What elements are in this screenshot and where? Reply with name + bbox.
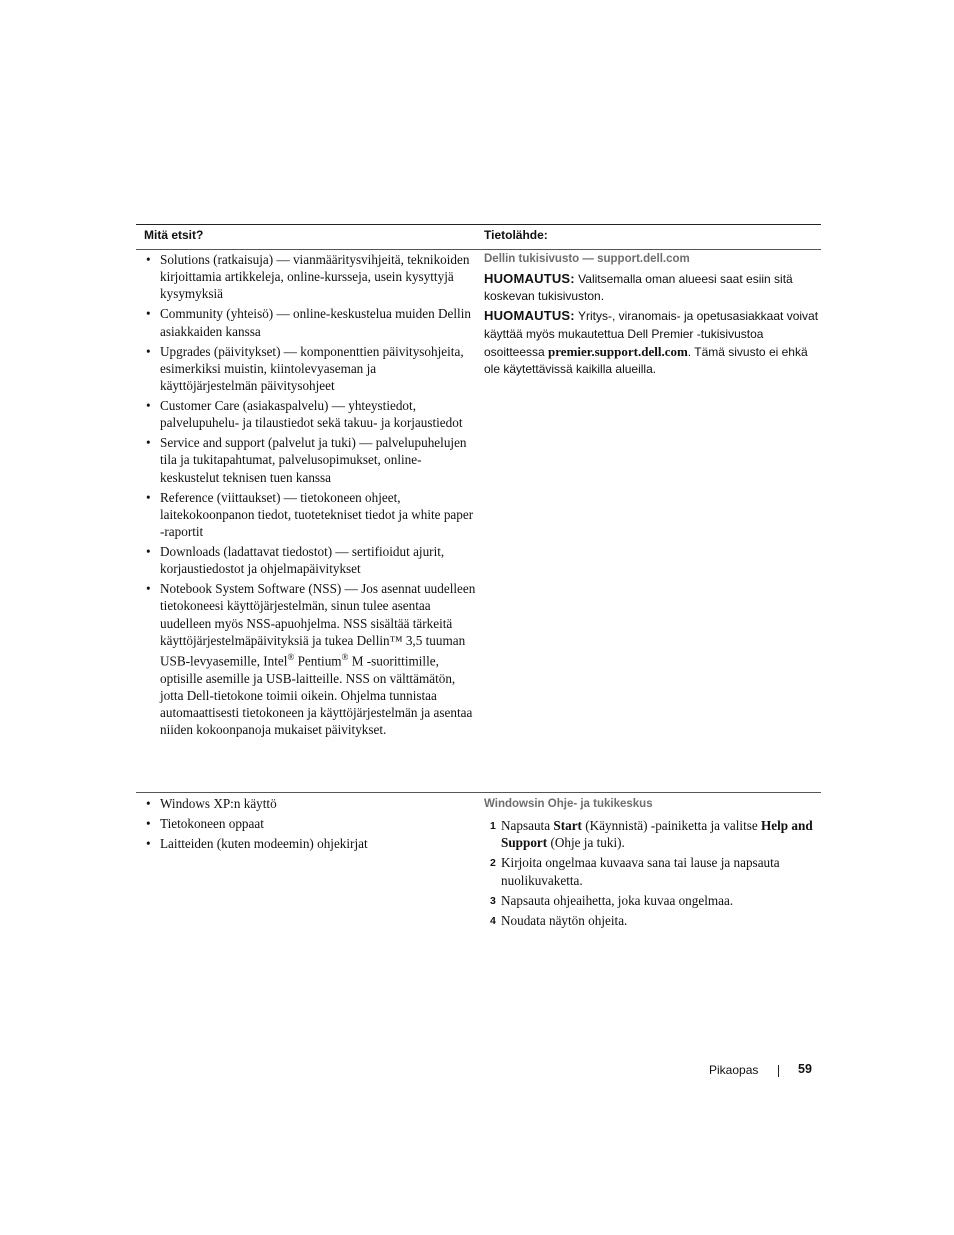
- help-and-support-label: Help and Support: [501, 818, 813, 851]
- row2-source: [484, 797, 820, 932]
- row2-topic-list: [144, 795, 476, 852]
- page-footer: [700, 1062, 820, 1080]
- premier-support-link[interactable]: premier.support.dell.com: [548, 343, 688, 359]
- row1-source: [484, 252, 820, 378]
- page-number: 59: [798, 1062, 812, 1076]
- source-title-dell-support: Dellin tukisivusto — support.dell.com: [484, 253, 690, 265]
- step-number: 2: [490, 857, 496, 870]
- step-item: 1 Napsauta Start (Käynnistä) -painiketta ja valitse Help and Support (Ohje ja tuki).: [490, 818, 813, 851]
- step-number: 3: [490, 894, 496, 907]
- list-item: • Service and support (palvelut ja tuki) — palvelupuhelujen tila ja tukitapahtumat, palvelusopimukset, online-keskustelut teknisen tuen kanssa: [144, 434, 476, 486]
- step-number: 4: [490, 915, 496, 928]
- list-item: • Tietokoneen oppaat: [144, 815, 476, 832]
- table-top-rule: [136, 224, 821, 225]
- list-item: • Upgrades (päivitykset) — komponenttien päivitysohjeita, esimerkiksi muistin, kiintolevyaseman ja käyttöjärjestelmän päivitysohjeet: [144, 343, 476, 395]
- list-item: • Windows XP:n käyttö: [144, 795, 476, 812]
- list-item-nss: • Notebook System Software (NSS) — Jos asennat uudelleen tietokoneesi käyttöjärjestelmän, sinun tulee asentaa uudelleen myös NSS-apuohjelma. NSS sisältää tärkeitä käyttöjärjestelmäpäivityksiä ja tukea Dellin™ 3,5 tuuman USB-levyasemille, Intel® Pentium® M -suorittimille, optisille asemille ja USB-laitteille. NSS on välttämätön, jotta Dell-tietokone toimii oikein. Ohjelma tunnistaa automaattisesti tietokoneen ja käyttöjärjestelmän ja asentaa niiden kokoonpanoja mukaiset päivitykset.: [144, 580, 476, 738]
- row2-topics: [144, 795, 476, 855]
- list-item: • Community (yhteisö) — online-keskustelua muiden Dellin asiakkaiden kanssa: [144, 305, 476, 339]
- header-rule: [136, 249, 821, 250]
- list-item: • Solutions (ratkaisuja) — vianmääritysvihjeitä, teknikoiden kirjoittamia artikkeleja, online-kursseja, usein kysyttyjä kysymyksiä: [144, 251, 476, 303]
- note-region: HUOMAUTUS: Valitsemalla oman alueesi saat esiin sitä koskevan tukisivuston.: [484, 271, 793, 304]
- list-item: • Reference (viittaukset) — tietokoneen ohjeet, laitekokoonpanon tiedot, tuotetekniset tiedot ja white paper -raportit: [144, 489, 476, 541]
- row-divider: [136, 792, 821, 793]
- note-premier: HUOMAUTUS: Yritys-, viranomais- ja opetusasiakkaat voivat käyttää myös mukautettua Dell Premier -tukisivustoa osoitteessa premier.support.dell.com. Tämä sivusto ei ehkä ole käytettävissä kaikilla alueilla.: [484, 308, 819, 377]
- step-item: 3 Napsauta ohjeaihetta, joka kuvaa ongelmaa.: [484, 892, 820, 909]
- note-label: HUOMAUTUS:: [484, 308, 575, 324]
- start-label: Start: [553, 818, 582, 833]
- footer-title: Pikaopas: [709, 1063, 759, 1077]
- row1-topic-list: [144, 251, 476, 738]
- source-title-windows-help: Windowsin Ohje- ja tukikeskus: [484, 798, 653, 810]
- registered-mark: ®: [341, 652, 349, 663]
- header-source: Tietolähde:: [484, 228, 548, 242]
- registered-mark: ®: [287, 652, 295, 663]
- row1-topics: [144, 251, 476, 741]
- footer-separator: [778, 1065, 779, 1077]
- step-item: 4 Noudata näytön ohjeita.: [484, 912, 820, 929]
- list-item: • Downloads (ladattavat tiedostot) — sertifioidut ajurit, korjaustiedostot ja ohjelmapäivitykset: [144, 543, 476, 577]
- note-label: HUOMAUTUS:: [484, 271, 575, 286]
- step-item: 2 Kirjoita ongelmaa kuvaava sana tai lause ja napsauta nuolikuvaketta.: [490, 855, 780, 888]
- help-steps: [484, 817, 820, 929]
- list-item: • Customer Care (asiakaspalvelu) — yhteystiedot, palvelupuhelu- ja tilaustiedot sekä takuu- ja korjaustiedot: [144, 397, 476, 431]
- list-item: • Laitteiden (kuten modeemin) ohjekirjat: [144, 835, 476, 852]
- step-number: 1: [490, 820, 496, 832]
- header-what-looking-for: Mitä etsit?: [144, 228, 204, 242]
